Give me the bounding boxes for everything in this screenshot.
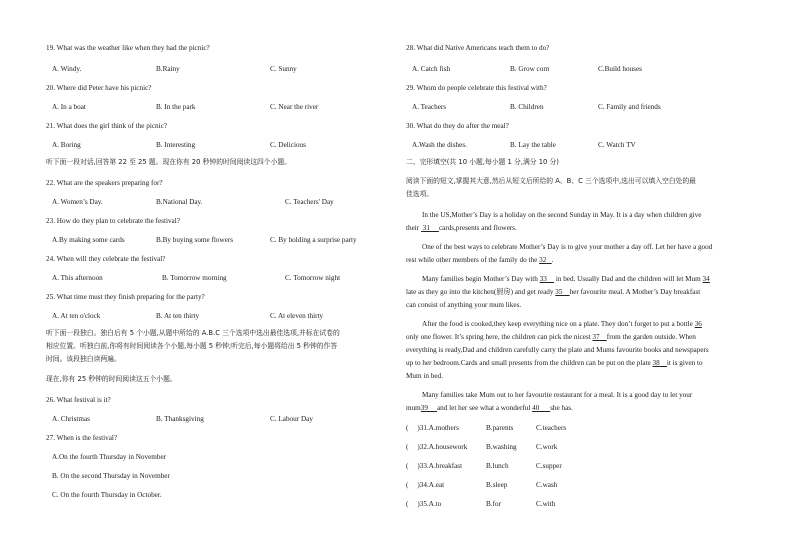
listening-instruction-2b: 相应位置。听独白前,你将有时间阅读各个小题,每小题 5 秒钟;听完后,每小题将给出 5 秒钟的作答 [46,342,338,350]
passage-p1-line2: their 31 cards,presents and flowers. [406,224,517,232]
question-27: 27. When is the festival? [46,434,118,442]
passage-p4-line5: Mum in bed. [406,372,443,380]
q29-option-a: A. Teachers [412,103,447,111]
passage-p3-line1: Many families begin Mother’s Day with 33 in bed. Usually Dad and the children will let Mum 34 [422,275,710,283]
blank-38: 38 [652,359,660,367]
listening-instruction-2a: 听下面一段独白。独白后有 5 个小题,从题中所给的 A.B.C 三个选项中选出最佳选项,并标在试卷的 [46,329,340,337]
q26-option-c: C. Labour Day [270,415,313,423]
q25-option-b: B. At ten thirty [156,312,200,320]
blank-34: 34 [702,275,710,283]
question-30: 30. What do they do after the meal? [406,122,509,130]
passage-p4-line4: up to her bedroom.Cards and small presents from the children can be put on the plate 38 it is given to [406,359,703,367]
q30-option-b: B. Lay the table [510,141,556,149]
blank-31: 31 [422,224,430,232]
blank-40: 40 [532,404,540,412]
listening-instruction-3: 现在,你有 25 秒钟的时间阅读这五个小题。 [46,375,177,383]
passage-p1-line1: In the US,Mother’s Day is a holiday on the second Sunday in May. It is a day when children give [422,211,702,219]
listening-instruction-1: 听下面一段对话,回答第 22 至 25 题。现在你有 20 秒钟的时间阅读这四个小题。 [46,158,291,166]
q29-option-c: C. Family and friends [598,103,661,111]
blank-35: 35 [555,288,563,296]
question-23: 23. How do they plan to celebrate the festival? [46,217,180,225]
q28-option-c: C.Build houses [598,65,642,73]
blank-39: 39 [420,404,428,412]
q21-option-b: B. Interesting [156,141,196,149]
q23-option-a: A.By making some cards [52,236,125,244]
question-26: 26. What festival is it? [46,396,111,404]
q21-option-a: A. Boring [52,141,81,149]
blank-36: 36 [694,320,702,328]
q27-option-a: A.On the fourth Thursday in November [52,453,167,461]
choice-33-a: ( )33.A.breakfast [406,462,463,470]
choice-34-c: C.wash [536,481,558,489]
q25-option-a: A. At ten o'clock [52,312,101,320]
choice-32-c: C.work [536,443,558,451]
question-19: 19. What was the weather like when they had the picnic? [46,44,210,52]
choice-32-b: B.washing [486,443,517,451]
passage-p3-line2: late as they go into the kitchen(厨房) and get ready 35 her favourite meal. A Mother’s Day breakfast [406,288,701,296]
q24-option-c: C. Tomorrow night [285,274,341,282]
question-21: 21. What does the girl think of the picnic? [46,122,168,130]
passage-p2-line1: One of the best ways to celebrate Mother’s Day is to give your mother a day off. Let her have a good [422,243,713,251]
q28-option-a: A. Catch fish [412,65,451,73]
q29-option-b: B. Children [510,103,544,111]
passage-p2-line2: rest while other members of the family do the 32 . [406,256,554,264]
blank-33: 33 [539,275,547,283]
choice-35-a: ( )35.A.to [406,500,442,508]
blank-37: 37 [592,333,600,341]
choice-31-b: B.parents [486,424,514,432]
choice-34-b: B.sleep [486,481,508,489]
q23-option-b: B.By buying some flowers [156,236,234,244]
passage-p3-line3: can consist of anything your mum likes. [406,301,522,309]
q19-option-b: B.Rainy [156,65,180,73]
passage-p4-line3: everything is ready,Dad and children carefully carry the plate and Mums favourite books and newspapers [406,346,709,354]
q19-option-a: A. Windy. [52,65,82,73]
q26-option-b: B. Thanksgiving [156,415,204,423]
q27-option-c: C. On the fourth Thursday in October. [52,491,162,499]
q25-option-c: C. At eleven thirty [270,312,324,320]
q22-option-c: C. Teachers' Day [285,198,334,206]
q30-option-a: A.Wash the dishes. [412,141,467,149]
question-25: 25. What time must they finish preparing for the party? [46,293,205,301]
choice-33-b: B.lunch [486,462,509,470]
question-28: 28. What did Native Americans teach them to do? [406,44,550,52]
choice-33-c: C.supper [536,462,562,470]
choice-31-c: C.teachers [536,424,567,432]
q23-option-c: C. By holding a surprise party [270,236,357,244]
choice-35-b: B.for [486,500,501,508]
q28-option-b: B. Grow corn [510,65,550,73]
choice-34-a: ( )34.A.eat [406,481,445,489]
q30-option-c: C. Watch TV [598,141,636,149]
question-20: 20. Where did Peter have his picnic? [46,84,152,92]
blank-32: 32 [539,256,547,264]
q26-option-a: A. Christmas [52,415,90,423]
q20-option-b: B. In the park [156,103,196,111]
choice-32-a: ( )32.A.housework [406,443,468,451]
passage-p5-line1: Many families take Mum out to her favourite restaurant for a meal. It is a good day to let your [422,391,693,399]
q21-option-c: C. Delicious [270,141,306,149]
cloze-instruction-1: 阅读下面的短文,掌握其大意,然后从短文后所给的 A、B、C 三个选项中,选出可以填入空白处的最 [406,177,696,185]
choice-31-a: ( )31.A.mothers [406,424,459,432]
q27-option-b: B. On the second Thursday in November [52,472,170,480]
section-heading-cloze: 二、完形填空(共 10 小题,每小题 1 分,满分 10 分) [406,158,559,166]
question-24: 24. When will they celebrate the festival? [46,255,166,263]
q22-option-b: B.National Day. [156,198,203,206]
choice-35-c: C.with [536,500,556,508]
q20-option-c: C. Near the river [270,103,319,111]
q22-option-a: A. Women’s Day. [52,198,103,206]
question-29: 29. Whom do people celebrate this festival with? [406,84,547,92]
q19-option-c: C. Sunny [270,65,297,73]
q24-option-b: B. Tomorrow morning [162,274,227,282]
q24-option-a: A. This afternoon [52,274,103,282]
cloze-instruction-2: 佳选项。 [406,190,434,198]
listening-instruction-2c: 时间。该段独白读两遍。 [46,355,121,363]
q20-option-a: A. In a boat [52,103,86,111]
question-22: 22. What are the speakers preparing for? [46,179,163,187]
passage-p4-line1: After the food is cooked,they keep everything nice on a plate. They don’t forget to put a bottle 36 [422,320,702,328]
passage-p4-line2: only one flower. It’s spring here, the children can pick the nicest 37 from the garden outside. When [406,333,696,341]
passage-p5-line2: mum39 and let her see what a wonderful 40 she has. [406,404,573,412]
